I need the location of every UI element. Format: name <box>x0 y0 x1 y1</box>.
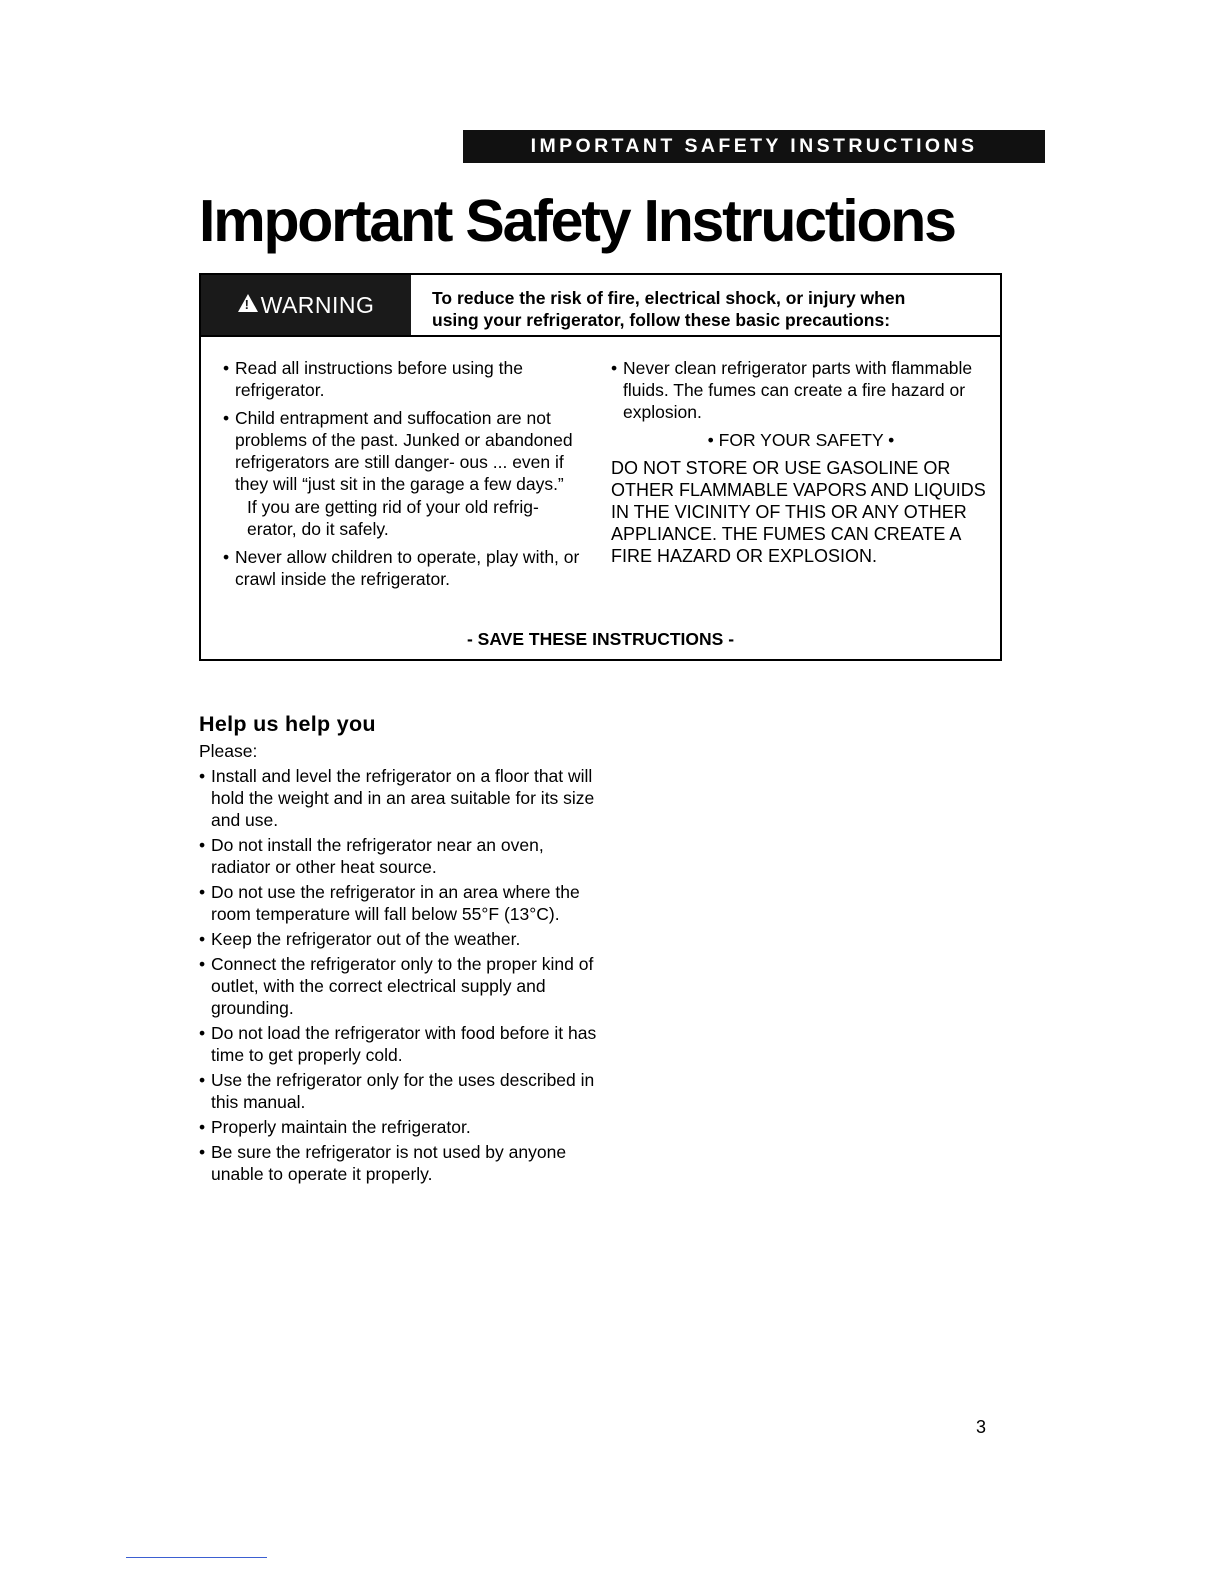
warning-label-text: WARNING <box>260 291 375 318</box>
footnote-rule <box>126 1557 267 1558</box>
warning-label <box>201 275 411 335</box>
list-item: • Be sure the refrigerator is not used by anyone unable to operate it properly. <box>199 1141 599 1185</box>
list-item: • Install and level the refrigerator on a floor that will hold the weight and in an area suitable for its size and use. <box>199 765 599 831</box>
list-item: • Connect the refrigerator only to the proper kind of outlet, with the correct electrical supply and grounding. <box>199 953 599 1019</box>
divider <box>201 335 1000 337</box>
section-header-tab: IMPORTANT SAFETY INSTRUCTIONS <box>463 130 1045 163</box>
list-item: • Never allow children to operate, play with, or crawl inside the refrigerator. <box>223 546 593 590</box>
safety-caps-text: DO NOT STORE OR USE GASOLINE OR OTHER FLAMMABLE VAPORS AND LIQUIDS IN THE VICINITY OF THIS OR ANY OTHER APPLIANCE. THE FUMES CAN CREATE A FIRE HAZARD OR EXPLOSION. <box>611 458 986 566</box>
save-instructions: - SAVE THESE INSTRUCTIONS - <box>466 629 735 649</box>
page-number: 3 <box>976 1417 987 1437</box>
help-intro: Please: <box>199 741 258 761</box>
warning-header-line: using your refrigerator, follow these basic precautions: <box>432 310 891 330</box>
list-item: • Do not load the refrigerator with food before it has time to get properly cold. <box>199 1022 599 1066</box>
list-item: • Do not use the refrigerator in an area where the room temperature will fall below 55°F (13°C). <box>199 881 599 925</box>
page-title: Important Safety Instructions <box>199 188 955 254</box>
warning-triangle-icon <box>238 294 258 312</box>
warning-header-line: To reduce the risk of fire, electrical shock, or injury when <box>432 288 906 308</box>
list-item: • Use the refrigerator only for the uses described in this manual. <box>199 1069 599 1113</box>
safety-title: • FOR YOUR SAFETY • <box>707 430 895 450</box>
list-item: • Do not install the refrigerator near an oven, radiator or other heat source. <box>199 834 599 878</box>
warning-right-column <box>611 357 991 567</box>
list-item: • Keep the refrigerator out of the weather. <box>199 928 599 950</box>
help-heading: Help us help you <box>199 712 376 736</box>
list-item-continuation: If you are getting rid of your old refrig- erator, do it safely. <box>247 497 539 539</box>
warning-header <box>432 287 992 331</box>
help-list <box>199 740 599 1188</box>
list-item: • Read all instructions before using the refrigerator. <box>223 357 593 401</box>
warning-box <box>199 273 1002 661</box>
list-item: • Never clean refrigerator parts with flammable fluids. The fumes can create a fire hazard or explosion. <box>611 357 991 423</box>
warning-left-column <box>223 357 593 596</box>
list-item: • Properly maintain the refrigerator. <box>199 1116 599 1138</box>
list-item: • Child entrapment and suffocation are not problems of the past. Junked or abandoned refrigerators are still danger- ous ... even if they will “just sit in the garage a few days.” <box>223 407 593 495</box>
